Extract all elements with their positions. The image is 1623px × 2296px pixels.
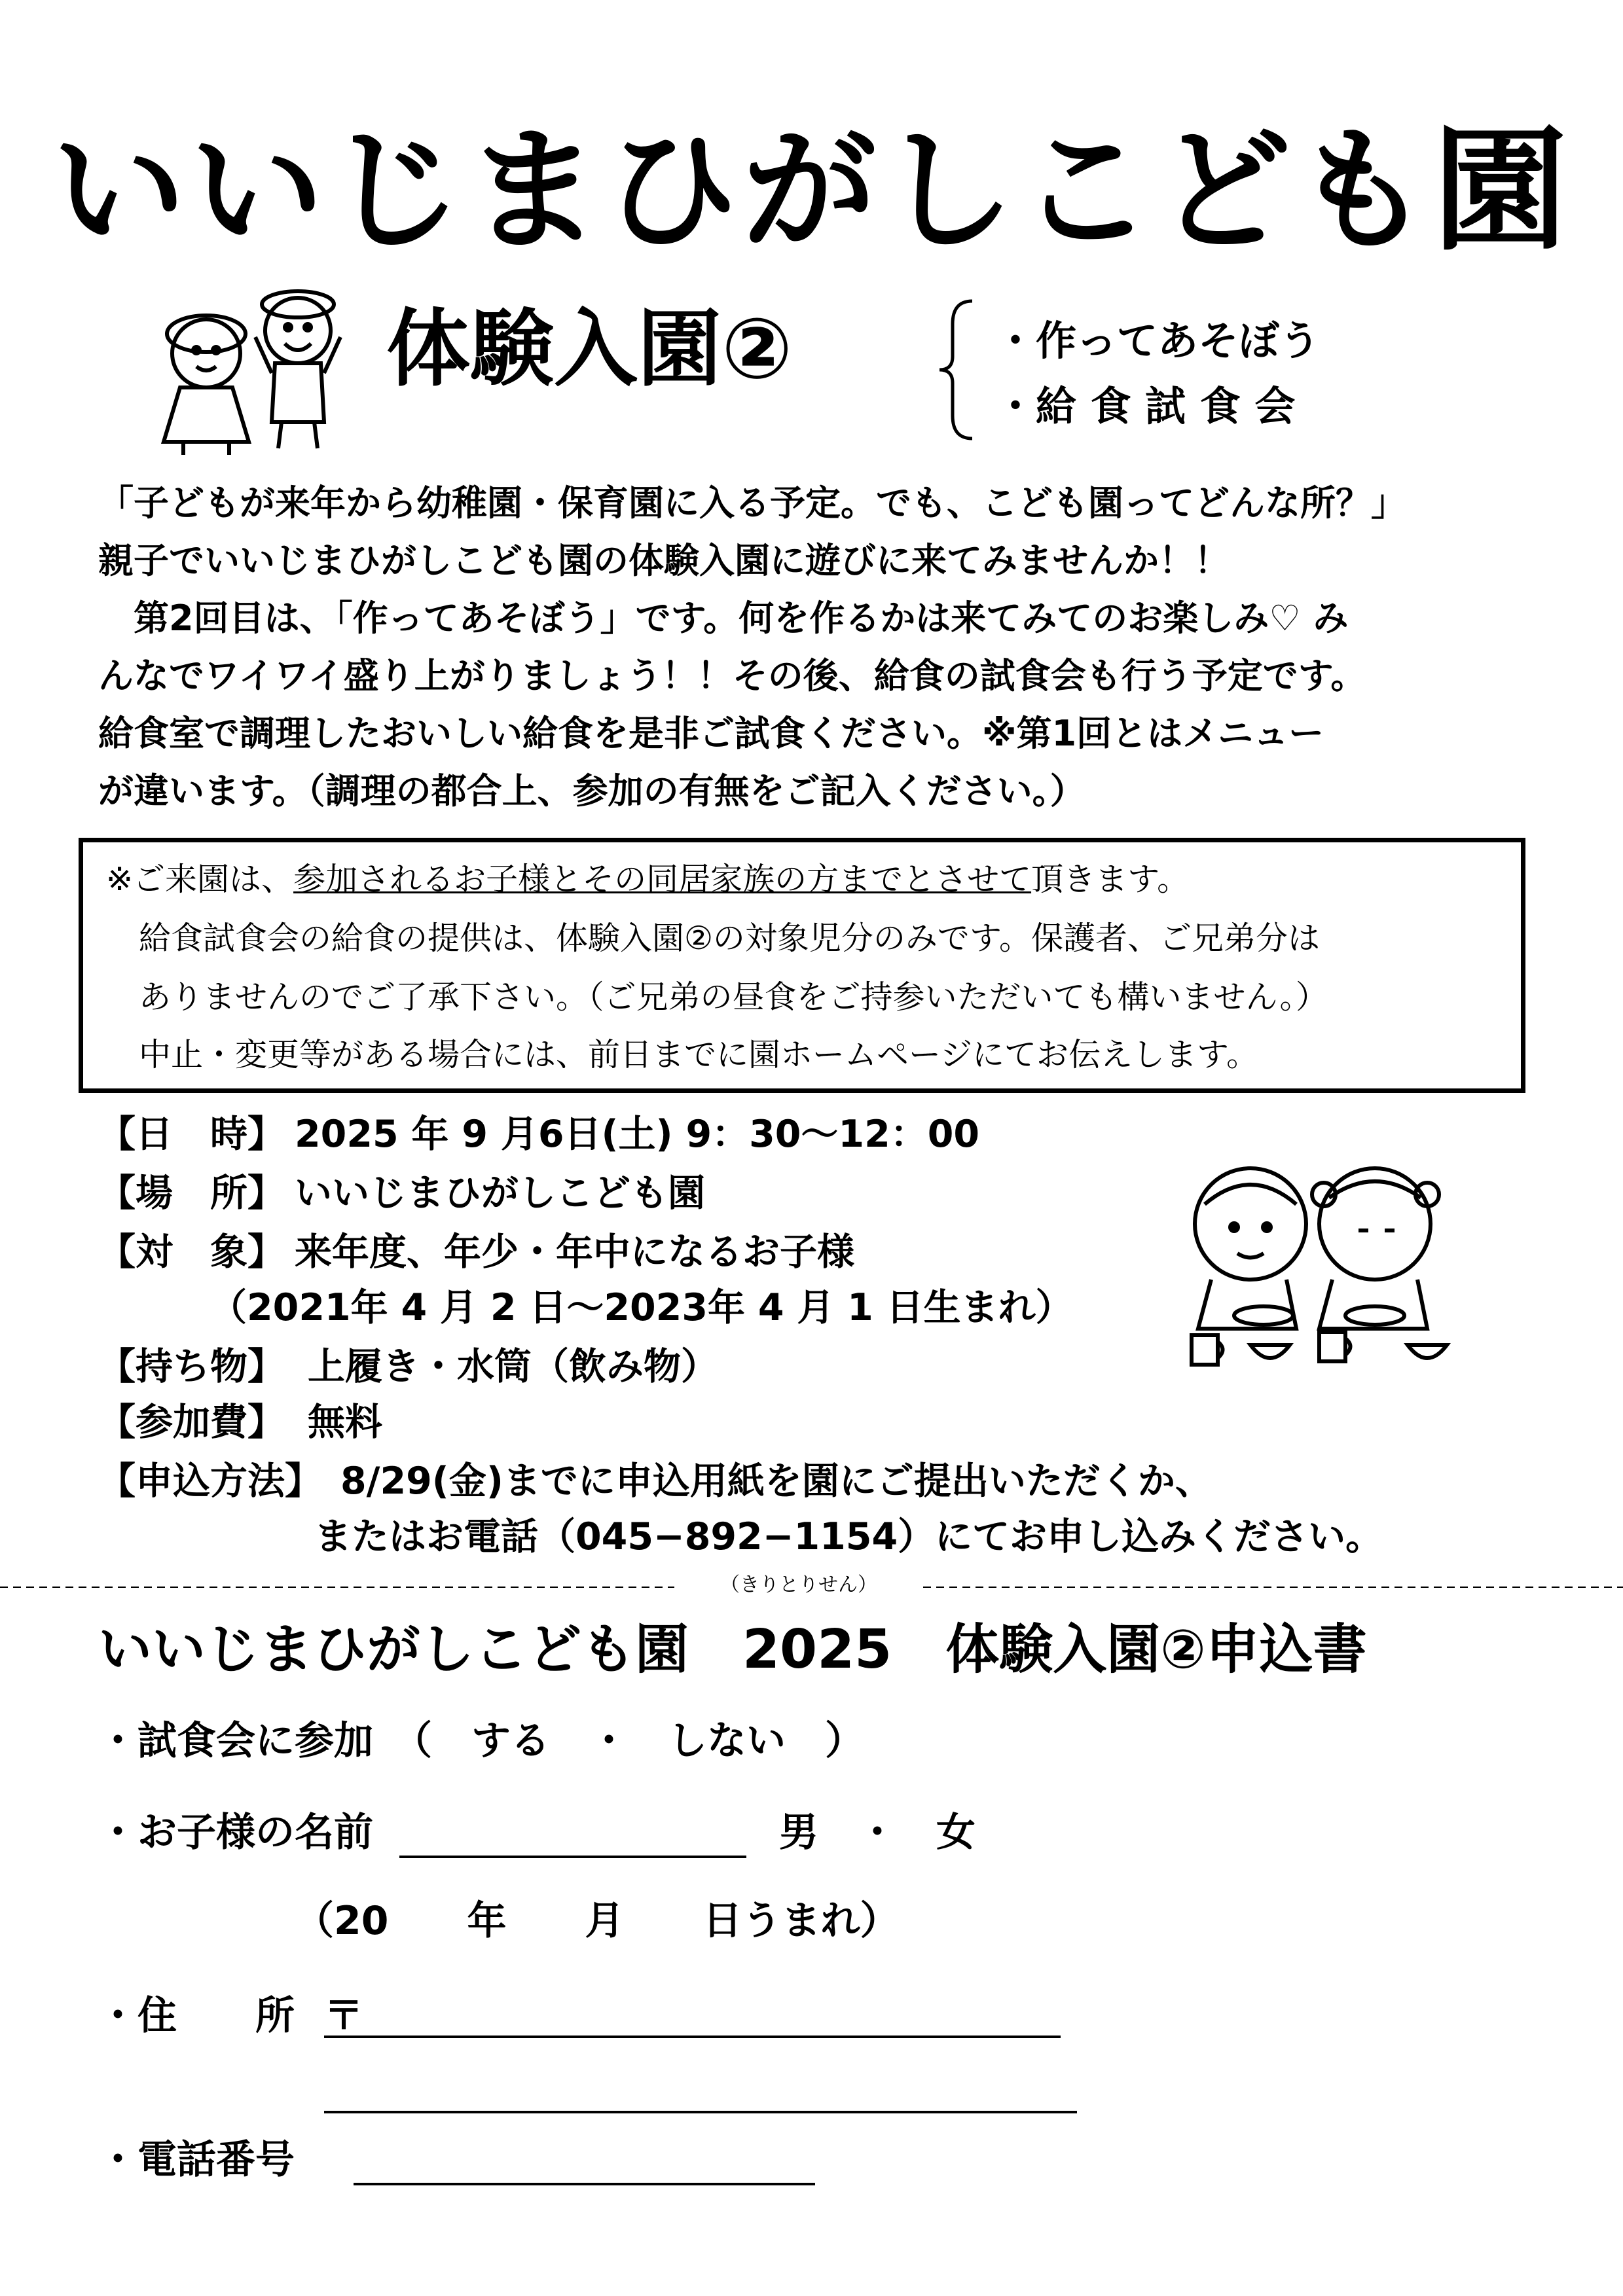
phone-field[interactable] — [354, 2183, 815, 2185]
bring-label: 【持ち物】 — [98, 1345, 285, 1388]
postal-mark: 〒 — [324, 1993, 363, 2039]
address-label: ・住 所 — [98, 1993, 295, 2039]
notice-box — [79, 838, 1525, 1093]
address-field-line-2[interactable] — [324, 2111, 1077, 2113]
event-subtitle: 体験入園② — [386, 300, 793, 398]
apply-label: 【申込方法】 — [98, 1460, 322, 1503]
bring-value: 上履き・水筒（飲み物） — [308, 1345, 718, 1388]
cut-line-label: （きりとりせん） — [720, 1573, 877, 1596]
tasting-options[interactable]: （ する ・ しない ） — [393, 1718, 864, 1764]
target-value: 来年度、年少・年中になるお子様 — [295, 1230, 854, 1274]
address-field-line-1[interactable] — [324, 2036, 1061, 2038]
notice-underlined-text: 参加されるお子様とその同居家族の方までとさせて — [293, 861, 1032, 898]
place-label: 【場 所】 — [98, 1172, 285, 1215]
place-value: いいじまひがしこども園 — [295, 1172, 705, 1215]
children-illustration — [144, 275, 360, 458]
brace-decoration — [936, 298, 976, 442]
datetime-value: 2025 年 9 月6日(土) 9：30〜12：00 — [295, 1113, 980, 1156]
datetime-label: 【日 時】 — [98, 1113, 285, 1156]
child-name-field[interactable] — [399, 1856, 746, 1858]
notice-line-1: ※ご来園は、参加されるお子様とその同居家族の方までとさせて頂きます。 — [106, 861, 1190, 898]
notice-line-2: 給食試食会の給食の提供は、体験入園②の対象児分のみです。保護者、ご兄弟分は — [139, 920, 1321, 957]
notice-line-4: 中止・変更等がある場合には、前日までに園ホームページにてお伝えします。 — [139, 1036, 1259, 1073]
birth-date-line[interactable]: （20 年 月 日うまれ） — [295, 1898, 900, 1944]
phone-label: ・電話番号 — [98, 2137, 295, 2183]
fee-label: 【参加費】 — [98, 1401, 285, 1444]
form-title: いいじまひがしこども園 2025 体験入園②申込書 — [98, 1619, 1367, 1681]
apply-line-2: またはお電話（045−892−1154）にてお申し込みください。 — [314, 1515, 1383, 1558]
target-range: （2021年 4 月 2 日〜2023年 4 月 1 日生まれ） — [210, 1286, 1073, 1329]
child-name-label: ・お子様の名前 — [98, 1810, 373, 1856]
target-label: 【対 象】 — [98, 1230, 285, 1274]
activity-item-craft: ・作ってあそぼう — [995, 317, 1321, 365]
notice-line-3: ありませんのでご了承下さい。（ご兄弟の昼食をご持参いただいても構いません。） — [139, 978, 1328, 1016]
intro-paragraph: 「子どもが来年から幼稚園・保育園に入る予定。でも、こども園ってどんな所？」 親子でいいじまひがしこども園の体験入園に遊びに来てみませんか！！ 第2回目は、「作ってあそぼう」です。何を作るかは来てみてのお楽しみ♡ み んなでワイワイ盛り上がりましょう！！その後、給食の試食会も行う予定です。 給食室で調理したおいしい給食を是非ご試食ください。※第1回とはメニュー が違います。（調理の都合上、参加の有無をご記入ください。） — [98, 482, 1406, 812]
gender-options[interactable]: 男 ・ 女 — [779, 1810, 976, 1856]
tasting-label: ・試食会に参加 — [98, 1718, 373, 1764]
page-title: いいじまひがしこども園 — [52, 113, 1571, 269]
apply-line-1: 8/29(金)までに申込用紙を園にご提出いただくか、 — [340, 1460, 1213, 1503]
fee-value: 無料 — [308, 1401, 382, 1444]
eating-children-illustration — [1178, 1152, 1467, 1381]
activity-item-lunch: ・給 食 試 食 会 — [995, 382, 1296, 430]
